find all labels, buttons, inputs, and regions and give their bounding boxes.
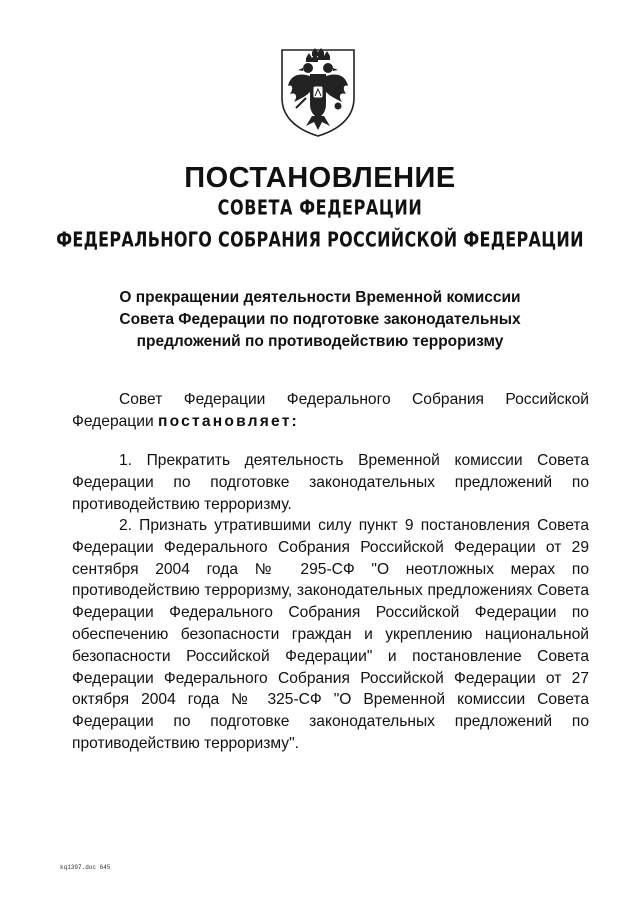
double-headed-eagle-emblem-icon <box>276 46 360 138</box>
subject-line: предложений по противодействию терроризму <box>136 333 504 350</box>
decree-keyword: постановляет: <box>158 412 299 430</box>
document-issuer-line-1: СОВЕТА ФЕДЕРАЦИИ <box>217 195 423 220</box>
preamble-paragraph <box>72 389 589 433</box>
subject-line: Совета Федерации по подготовке законодательных <box>119 311 521 328</box>
document-title: ПОСТАНОВЛЕНИЕ <box>184 162 456 194</box>
document-issuer-line-2: ФЕДЕРАЛЬНОГО СОБРАНИЯ РОССИЙСКОЙ ФЕДЕРАЦИИ <box>56 227 584 252</box>
preamble-text: Совет Федерации Федерального Собрания Российской Федерации <box>72 391 589 430</box>
document-subject <box>90 287 550 353</box>
file-code-footer: kq1397.doc 645 <box>60 864 111 871</box>
subject-line: О прекращении деятельности Временной комиссии <box>119 289 521 306</box>
clause-1-paragraph: 1. Прекратить деятельность Временной комиссии Совета Федерации по подготовке законодательных предложений по противодействию терроризму. <box>72 452 589 513</box>
clause-2-paragraph: 2. Признать утратившими силу пункт 9 постановления Совета Федерации Федерального Собрания Российской Федерации от 29 сентября 2004 года № 295-СФ "О неотложных мерах по противодействию терроризму, законодательных предложениях Совета Федерации Федерального Собрания Российской Федерации по обеспечению безопасности граждан и укреплению национальной безопасности Российской Федерации" и постановление Совета Федерации Федерального Собрания Российской Федерации от 27 октября 2004 года № 325-СФ "О Временной комиссии Совета Федерации по подготовке законодательных предложений по противодействию терроризму". <box>72 517 589 752</box>
